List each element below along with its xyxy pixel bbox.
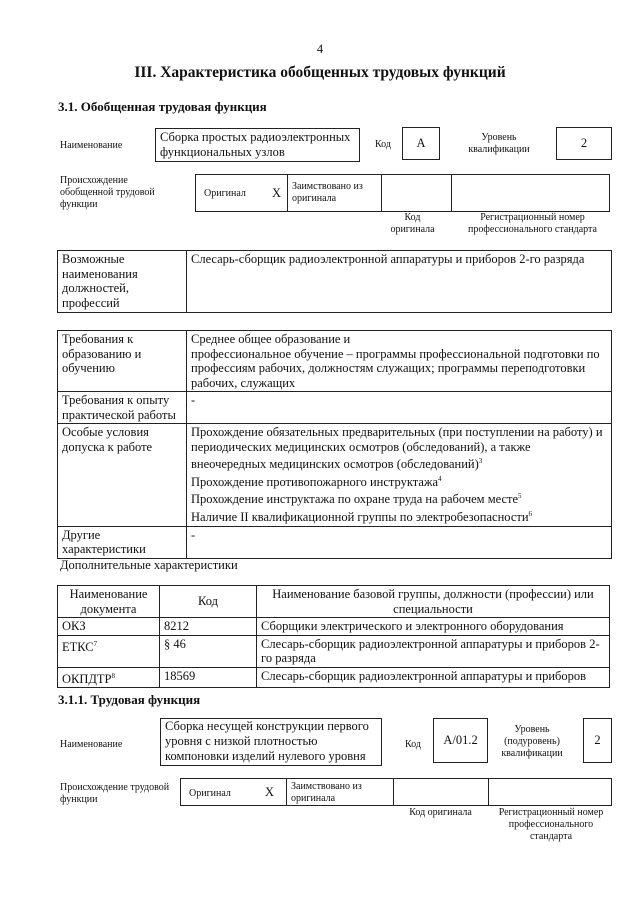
- tf-heading: 3.1.1. Трудовая функция: [58, 692, 201, 707]
- req-label: Особые условия допуска к работе: [58, 424, 187, 527]
- divider: [381, 175, 382, 212]
- divider: [393, 779, 394, 806]
- tf-orig-code-caption: Код оригинала: [409, 807, 472, 818]
- tf-level-value: 2: [583, 718, 612, 763]
- section-title: III. Характеристика обобщенных трудовых функций: [134, 64, 506, 81]
- additional-heading: Дополнительные характеристики: [60, 558, 238, 572]
- tf-reg-num-caption: Регистрационный номер профессионального стандарта: [498, 807, 604, 842]
- req-value: профессиональное обучение – программы профессиональной подготовки по профессиям рабочих, должностям служащих; программы переподготовки рабочих, служащих: [191, 346, 600, 390]
- req-value: -: [187, 392, 612, 424]
- req-value: Среднее общее образование и: [191, 332, 351, 346]
- code-cell: 18569: [160, 667, 257, 688]
- name-cell: Сборщики электрического и электронного оборудования: [257, 618, 610, 636]
- divider: [286, 779, 287, 806]
- tf-code-value: A/01.2: [433, 718, 488, 763]
- page-number: 4: [316, 42, 324, 56]
- tf-origin-label: Происхождение трудовой функции: [60, 782, 170, 805]
- tf-borrowed-label: Заимствовано из оригинала: [291, 781, 362, 804]
- gtf-heading: 3.1. Обобщенная трудовая функция: [58, 99, 267, 114]
- doc-cell: ОКЗ: [62, 619, 86, 633]
- name-cell: Слесарь-сборщик радиоэлектронной аппаратуры и приборов: [257, 667, 610, 688]
- positions-table: [57, 250, 612, 313]
- tf-name-label: Наименование: [60, 739, 123, 750]
- gtf-orig-code-caption: Код оригинала: [390, 212, 435, 235]
- positions-label: Возможные наименования должностей, профессий: [58, 251, 187, 313]
- req-value: Наличие II квалификационной группы по электробезопасности: [191, 510, 529, 525]
- divider: [287, 175, 288, 212]
- table-row: [58, 667, 610, 688]
- footnote: 7: [93, 639, 98, 648]
- header-doc: Наименование документа: [58, 586, 160, 618]
- req-label: Требования к образованию и обучению: [58, 331, 187, 392]
- req-value: Прохождение инструктажа по охране труда на рабочем месте: [191, 492, 519, 507]
- code-cell: 8212: [160, 618, 257, 636]
- gtf-level-value: 2: [556, 127, 612, 160]
- table-row: [58, 618, 610, 636]
- header-code: Код: [160, 586, 257, 618]
- footnote: 3: [478, 457, 483, 465]
- gtf-code-label: Код: [375, 139, 391, 150]
- tf-level-label: Уровень (подуровень) квалификации: [501, 724, 563, 759]
- tf-name-value: Сборка несущей конструкции первого уровня с низкой плотностью компоновки изделий нулевого уровня: [160, 718, 382, 766]
- positions-value: Слесарь-сборщик радиоэлектронной аппаратуры и приборов 2-го разряда: [187, 251, 612, 313]
- table-row: [58, 635, 610, 667]
- tf-origin-table: [180, 778, 612, 806]
- gtf-code-value: А: [402, 127, 440, 160]
- req-label: Требования к опыту практической работы: [58, 392, 187, 424]
- additional-table: [57, 585, 610, 688]
- code-cell: § 46: [160, 635, 257, 667]
- req-value: Прохождение противопожарного инструктажа: [191, 474, 439, 489]
- divider: [488, 779, 489, 806]
- gtf-original-mark: X: [272, 186, 282, 200]
- tf-code-label: Код: [405, 739, 421, 750]
- doc-cell: ЕТКС: [62, 639, 94, 654]
- header-name: Наименование базовой группы, должности (профессии) или специальности: [257, 586, 610, 618]
- gtf-origin-label: Происхождение обобщенной трудовой функции: [60, 175, 155, 210]
- requirements-table: [57, 330, 612, 559]
- req-value: Прохождение обязательных предварительных (при поступлении на работу) и периодических медицинских осмотров (обследований), а также внеочередных медицинских осмотров (обследований): [191, 425, 603, 472]
- gtf-origin-table: [195, 174, 610, 212]
- gtf-name-value: Сборка простых радиоэлектронных функциональных узлов: [155, 128, 360, 162]
- tf-original-mark: X: [265, 785, 275, 799]
- footnote: 5: [518, 492, 522, 501]
- tf-original-label: Оригинал: [189, 788, 231, 799]
- gtf-level-label: Уровень квалификации: [468, 132, 530, 155]
- gtf-borrowed-label: Заимствовано из оригинала: [292, 181, 363, 204]
- req-value: -: [187, 526, 612, 558]
- req-label: Другие характеристики: [58, 526, 187, 558]
- gtf-original-label: Оригинал: [204, 188, 246, 199]
- gtf-name-label: Наименование: [60, 140, 123, 151]
- footnote: 4: [438, 474, 442, 483]
- footnote: 8: [111, 671, 116, 680]
- name-cell: Слесарь-сборщик радиоэлектронной аппаратуры и приборов 2-го разряда: [257, 635, 610, 667]
- gtf-reg-num-caption: Регистрационный номер профессионального стандарта: [468, 212, 597, 235]
- divider: [451, 175, 452, 212]
- footnote: 6: [528, 509, 533, 518]
- doc-cell: ОКПДТР: [62, 671, 112, 686]
